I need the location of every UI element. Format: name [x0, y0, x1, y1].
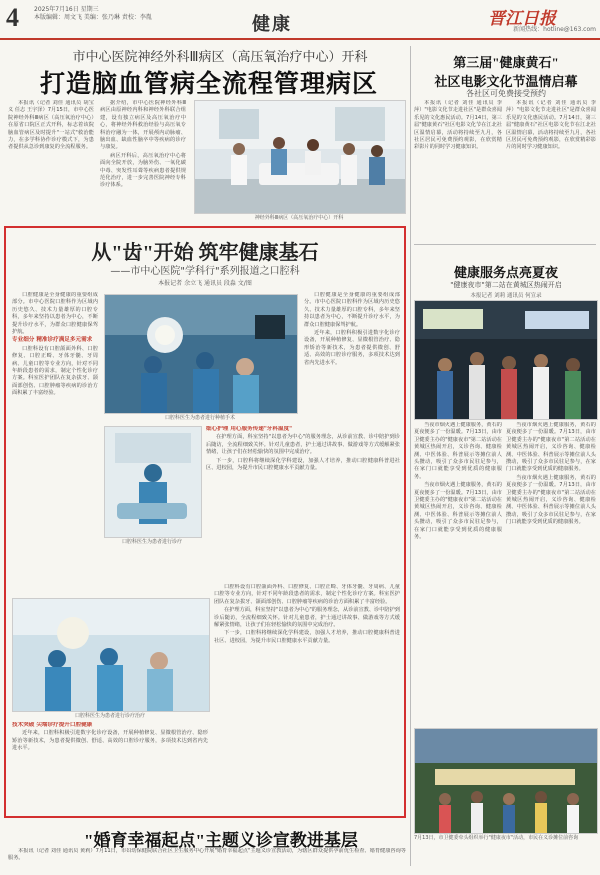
right-story-2-byline: 本报记者 刘莉 通讯员 何宣录 — [470, 293, 542, 299]
feature-paragraph: 口腔科设有口腔颌面外科、口腔修复、口腔正畸、牙体牙髓、牙周病、儿童口腔等专业方向，针对不同年龄段患者的需求，制定个性化诊疗方案。科室医护团队在复杂拔牙、颌面部创伤、口腔肿瘤等疾病的诊治方面积累了丰富经验。 — [12, 345, 98, 397]
right-story-2-headline: 健康服务点亮夏夜 — [453, 265, 558, 280]
feature-paragraph: 口腔健康是全身健康的重要组成部分。市中心医院口腔科作为区域内历史悠久、技术力量雄厚的口腔专科，多年来坚持以患者为中心，不断提升诊疗水平，为群众口腔健康保驾护航。 — [12, 292, 98, 336]
page-number: 4 — [6, 3, 19, 32]
right-story-2-paragraph: 当夜市烟火遇上健康服务，黄石的夏夜便多了一份温暖。7月13日，由市卫健委主办的"健康夜市"第二站活动在黄城区热闹开启，义诊咨询、健康检测、中医体验、科普展示等摊位前人头攒动，吸引了众多市民驻足参与，在家门口就能享受到优质的健康服务。 — [414, 422, 502, 480]
masthead-date: 2025年7月16日 星期三 — [34, 6, 99, 13]
feature-paragraph: 口腔健康是全身健康的重要组成部分。市中心医院口腔科作为区域内历史悠久、技术力量雄厚的口腔专科，多年来坚持以患者为中心，不断提升诊疗水平，为群众口腔健康保驾护航。 — [304, 292, 400, 328]
right-divider — [414, 244, 596, 245]
right-story-1-paragraph: 本报讯（记者 刘佳 通讯员 李萍）"电影文化节走进社区"是群众喜闻乐见的文化惠民活动。7月14日，第三届"健康黄石"社区电影文化节在江北社区温情启幕，活动将持续至九月，各社区居民可免费预约观影，在欣赏精彩影片的同时学习健康知识。 — [414, 100, 502, 151]
feature-column-4 — [12, 722, 208, 816]
right-story-2-photo-2 — [414, 728, 598, 834]
feature-subhead: 细心护理 用心服务传递"牙科温度" — [206, 426, 293, 432]
lead-paragraph: 病区开科后，高压氧治疗中心将面向全院开放，为脑外伤、一氧化碳中毒、突发性耳聋等疾病患者提供规范化治疗，进一步完善医院神经专科诊疗体系。 — [100, 152, 186, 189]
lead-kicker: 市中心医院神经外科Ⅲ病区（高压氧治疗中心）开科 — [72, 50, 368, 65]
masthead-meta — [34, 6, 152, 22]
feature-paragraph: 在护理方面，科室坚持"以患者为中心"的服务理念，从诊前宣教、诊中陪护到诊后随访，全流程细致关怀。针对儿童患者，护士通过讲故事、做游戏等方式缓解紧张情绪，让孩子们在轻松愉快的氛围中完成治疗。 — [214, 607, 400, 629]
right-story-2-paragraph: 当夜市烟火遇上健康服务，黄石的夏夜便多了一份温暖。7月13日，由市卫健委主办的"健康夜市"第二站活动在黄城区热闹开启，义诊咨询、健康检测、中医体验、科普展示等摊位前人头攒动，吸引了众多市民驻足参与，在家门口就能享受到优质的健康服务。 — [414, 482, 502, 541]
right-story-2-paragraph: 当夜市烟火遇上健康服务，黄石的夏夜便多了一份温暖。7月13日，由市卫健委主办的"健康夜市"第二站活动在黄城区热闹开启，义诊咨询、健康检测、中医体验、科普展示等摊位前人头攒动，吸引了众多市民驻足参与，在家门口就能享受到优质的健康服务。 — [506, 474, 596, 526]
right-story-1-column-1 — [414, 100, 502, 240]
newspaper-logo: 晋江日报 — [488, 9, 556, 28]
lead-paragraph: 据介绍，市中心医院神经外科Ⅲ病区由原神经内科和神经外科联合组建，设有独立病区及高压氧治疗中心，将神经外科救治经验与高压氧专科治疗融为一体，开展颅内动脉瘤、脑出血、缺血性脑卒中等疾病的诊疗与康复。 — [100, 100, 186, 151]
feature-subtitle: ——市中心医院"学科行"系列报道之口腔科 — [110, 266, 300, 277]
right-story-1-title-line1: 第三届"健康黄石" — [453, 55, 559, 70]
hotline: 新闻热线：hotline@163.com — [513, 26, 596, 33]
lead-photo — [194, 100, 406, 214]
feature-paragraph: 在护理方面，科室坚持"以患者为中心"的服务理念，从诊前宣教、诊中陪护到诊后随访，全流程细致关怀。针对儿童患者，护士通过讲故事、做游戏等方式缓解紧张情绪，让孩子们在轻松愉快的氛围中完成治疗。 — [206, 434, 400, 456]
right-story-1-subtitle: 各社区可免费接受预约 — [466, 89, 546, 98]
feature-photo-1 — [104, 294, 298, 414]
column-divider — [410, 46, 411, 866]
feature-photo-2-caption: 口腔科医生为患者进行诊疗 — [121, 539, 182, 545]
bottom-story-headline: "婚育幸福起点"主题义诊宣教进基层 — [84, 831, 358, 850]
masthead-editors: 本版编辑：周文飞 美编：张乃琳 责校：李胤 — [34, 14, 152, 21]
feature-column-5 — [214, 584, 400, 816]
right-story-1-paragraph: 本报讯（记者 刘佳 通讯员 李萍）"电影文化节走进社区"是群众喜闻乐见的文化惠民活动。7月14日，第三届"健康黄石"社区电影文化节在江北社区温情启幕，活动将持续至九月，各社区居民可免费预约观影，在欣赏精彩影片的同时学习健康知识。 — [506, 100, 596, 151]
right-story-2-column-1 — [414, 422, 502, 722]
right-story-2-photo — [414, 300, 598, 420]
feature-paragraph: 口腔科设有口腔颌面外科、口腔修复、口腔正畸、牙体牙髓、牙周病、儿童口腔等专业方向，针对不同年龄段患者的需求，制定个性化诊疗方案。科室医护团队在复杂拔牙、颌面部创伤、口腔肿瘤等疾病的诊治方面积累了丰富经验。 — [214, 584, 400, 605]
masthead — [0, 0, 600, 40]
right-story-1-column-2 — [506, 100, 596, 240]
lead-headline: 打造脑血管病全流程管理病区 — [39, 71, 378, 98]
feature-column-2 — [206, 426, 400, 576]
section-name: 健康 — [252, 14, 292, 34]
feature-photo-1-caption: 口腔科医生为患者进行种植手术 — [164, 415, 235, 421]
feature-subhead: 技术突破 尖端诊疗提升口腔健康 — [12, 722, 93, 728]
lead-paragraph: 本报讯（记者 刘佳 通讯员 胡宝义 任志 王宇泽）7月15日，市中心医院神经外科Ⅲ病区（高压氧治疗中心）在原省口院区正式开科，标志着该院脑血管病区及时提升"一站式"救治能力，在多学科协作诊疗模式下，为患者提供从急诊到康复的全流程服务。 — [8, 100, 94, 151]
right-story-2-subtitle: "健康夜市"第二站在黄城区热闹开启 — [450, 281, 562, 289]
right-story-1-title-line2: 社区电影文化节温情启幕 — [434, 74, 578, 89]
feature-subhead: 专业细分 精准诊疗满足多元需求 — [12, 337, 93, 344]
bottom-story-body — [8, 848, 406, 874]
feature-byline: 本报记者 余立飞 通讯员 段淼 文/图 — [158, 280, 252, 287]
feature-photo-3-caption: 口腔科医生为患者进行诊疗治疗 — [74, 713, 145, 719]
lead-column-2 — [100, 100, 186, 220]
lead-column-1 — [8, 100, 94, 220]
right-story-2-photo-caption: 7月13日，市卫健委牵头组织举行"健康夜市"活动，市民在义诊摊位前咨询 — [414, 835, 579, 841]
feature-photo-3 — [12, 598, 210, 712]
lead-photo-caption: 神经外科Ⅲ病区（高压氧治疗中心）开科 — [254, 215, 344, 221]
right-story-2-paragraph: 当夜市烟火遇上健康服务，黄石的夏夜便多了一份温暖。7月13日，由市卫健委主办的"健康夜市"第二站活动在黄城区热闹开启，义诊咨询、健康检测、中医体验、科普展示等摊位前人头攒动，吸引了众多市民驻足参与，在家门口就能享受到优质的健康服务。 — [506, 422, 596, 473]
feature-column-1 — [12, 292, 98, 512]
feature-photo-2 — [104, 426, 202, 538]
feature-article — [4, 226, 406, 818]
bottom-story-paragraph: 本报讯（记者 刘佳 通讯员 黄莉）7月11日，市妇幼保健院联合社区卫生服务中心开展"婚育幸福起点"主题义诊宣教活动，为辖区群众提供孕前优生检查、婚育健康咨询等服务。 — [8, 848, 406, 862]
feature-paragraph: 近年来，口腔科积极引进数字化诊疗设备，开展种植修复、显微根管治疗、隐形矫治等新技术，为患者提供微创、舒适、高效的口腔诊疗服务，多项技术达到省内先进水平。 — [304, 330, 400, 366]
right-story-2-column-2 — [506, 422, 596, 722]
feature-paragraph: 近年来，口腔科积极引进数字化诊疗设备，开展种植修复、显微根管治疗、隐形矫治等新技术，为患者提供微创、舒适、高效的口腔诊疗服务，多项技术达到省内先进水平。 — [12, 730, 208, 752]
right-story-1-headline — [416, 52, 596, 90]
feature-headline: 从"齿"开始 筑牢健康基石 — [91, 242, 319, 264]
feature-paragraph: 下一步，口腔科将继续深化学科建设，加强人才培养，推动口腔健康科普进社区、进校园，为提升市民口腔健康水平贡献力量。 — [214, 630, 400, 644]
feature-paragraph: 下一步，口腔科将继续深化学科建设，加强人才培养，推动口腔健康科普进社区、进校园，为提升市民口腔健康水平贡献力量。 — [206, 457, 400, 472]
